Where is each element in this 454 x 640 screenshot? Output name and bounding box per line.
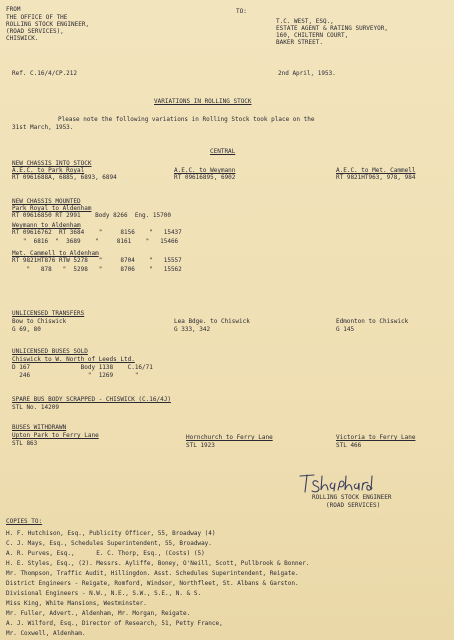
sold-row: 246 " 1269 " — [12, 372, 139, 379]
section-heading-unlicensed-transfers: UNLICENSED TRANSFERS — [12, 310, 85, 317]
signatory-title: (ROAD SERVICES) — [326, 502, 381, 509]
transfer-value: STL 466 — [336, 442, 362, 449]
to-line: 160, CHILTERN COURT, — [276, 32, 349, 39]
transfer-value: G 333, 342 — [174, 326, 211, 333]
chassis-row: RT 09616850 RT 2991 Body 8266 Eng. 15700 — [12, 212, 171, 219]
section-heading-new-chassis-mounted: NEW CHASSIS MOUNTED — [12, 198, 81, 205]
to-label: TO: — [236, 8, 247, 15]
from-line: THE OFFICE OF THE — [6, 14, 68, 21]
chassis-row: " 878 " 5298 " 8706 " 15562 — [12, 266, 182, 273]
transfer-value: G 145 — [336, 326, 355, 333]
transfer-value: RT 09616895, 6902 — [174, 174, 236, 181]
transfer-title: Edmonton to Chiswick — [336, 318, 409, 325]
chassis-row: RT 9821HT876 RTW 5278 " 8704 " 15557 — [12, 257, 182, 264]
transfer-value: G 69, 80 — [12, 326, 41, 333]
letter-date: 2nd April, 1953. — [278, 70, 336, 77]
copy-recipient: Mr. Coxwell, Aldenham. — [6, 630, 86, 637]
chassis-row: " 6816 " 3689 " 8161 " 15466 — [12, 238, 179, 245]
section-heading-new-chassis-into-stock: NEW CHASSIS INTO STOCK — [12, 160, 92, 167]
to-line: BAKER STREET. — [276, 39, 323, 46]
transfer-title: A.E.C. to Met. Cammell — [336, 167, 416, 174]
copy-recipient: A. J. Wilford, Esq., Director of Research, 51, Petty France, — [6, 620, 223, 627]
signatory-title: ROLLING STOCK ENGINEER — [312, 494, 392, 501]
transfer-value: RT 9821HT963, 978, 984 — [336, 174, 416, 181]
route-subheading: Park Royal to Aldenham — [12, 205, 92, 212]
section-heading-spare-bus-body: SPARE BUS BODY SCRAPPED - CHISWICK (C.16/4J) — [12, 396, 171, 403]
central-heading: CENTRAL — [210, 148, 236, 155]
to-address — [276, 18, 388, 46]
copy-recipient: Mr. Fuller, Advert., Aldenham, Mr. Morgan, Reigate. — [6, 610, 191, 617]
transfer-title: A.E.C. to Weymann — [174, 167, 236, 174]
section-heading-unlicensed-buses-sold: UNLICENSED BUSES SOLD — [12, 348, 88, 355]
sold-row: D 167 Body 1138 C.16/71 — [12, 364, 153, 371]
route-subheading: Met. Cammell to Aldenham — [12, 250, 99, 257]
copy-recipient: H. E. Styles, Esq., (2). Messrs. Ayliffe, Boney, O'Neill, Scott, Pullbrook & Bonner. — [6, 560, 310, 567]
copy-recipient: C. J. Mays, Esq., Schedules Superintendent, 55, Broadway. — [6, 540, 212, 547]
chassis-row: RT 09616762 RT 3684 " 8156 " 15437 — [12, 229, 182, 236]
spare-body-value: STL No. 14209 — [12, 404, 59, 411]
transfer-title: Bow to Chiswick — [12, 318, 67, 325]
intro-line: 31st March, 1953. — [12, 124, 74, 131]
copy-recipient: Divisional Engineers - N.W., N.E., S.W., S.E., N. & S. — [6, 590, 202, 597]
intro-line: Please note the following variations in Rolling Stock took place on the — [58, 116, 315, 123]
transfer-value: STL 863 — [12, 440, 38, 447]
copies-heading: COPIES TO: — [6, 518, 43, 525]
from-line: (ROAD SERVICES), — [6, 28, 64, 35]
to-line: ESTATE AGENT & RATING SURVEYOR, — [276, 25, 388, 32]
from-line: ROLLING STOCK ENGINEER, — [6, 21, 90, 28]
copy-recipient: Miss King, White Mansions, Westminster. — [6, 600, 147, 607]
section-heading-buses-withdrawn: BUSES WITHDRAWN — [12, 424, 67, 431]
transfer-title: A.E.C. to Park Royal — [12, 167, 85, 174]
from-label: FROM — [6, 6, 21, 13]
from-line: CHISWICK. — [6, 35, 39, 42]
transfer-title: Upton Park to Ferry Lane — [12, 432, 99, 439]
reference: Ref. C.16/4/CP.212 — [12, 70, 78, 77]
from-address — [6, 14, 89, 42]
route-subheading: Chiswick to W. North of Leeds Ltd. — [12, 356, 135, 363]
transfer-value: STL 1923 — [186, 442, 215, 449]
transfer-title: Victoria to Ferry Lane — [336, 434, 416, 441]
transfer-title: Hornchurch to Ferry Lane — [186, 434, 273, 441]
transfer-title: Lea Bdge. to Chiswick — [174, 318, 250, 325]
handwritten-signature — [296, 472, 376, 494]
copy-recipient: A. R. Purves, Esq., E. C. Thorp, Esq., (Costs) (5) — [6, 550, 205, 557]
to-line: T.C. WEST, ESQ., — [276, 18, 334, 25]
transfer-value: RT 0961688A, 6885, 6893, 6894 — [12, 174, 117, 181]
copy-recipient: District Engineers - Reigate, Romford, Windsor, Northfleet, St. Albans & Garston. — [6, 580, 299, 587]
copy-recipient: H. F. Hutchison, Esq., Publicity Officer, 55, Broadway (4) — [6, 530, 216, 537]
copy-recipient: Mr. Thompson, Traffic Audit, Hillingdon. Asst. Schedules Superintendent, Reigate. — [6, 570, 299, 577]
subject-heading: VARIATIONS IN ROLLING STOCK — [154, 98, 252, 105]
route-subheading: Weymann to Aldenham — [12, 222, 81, 229]
